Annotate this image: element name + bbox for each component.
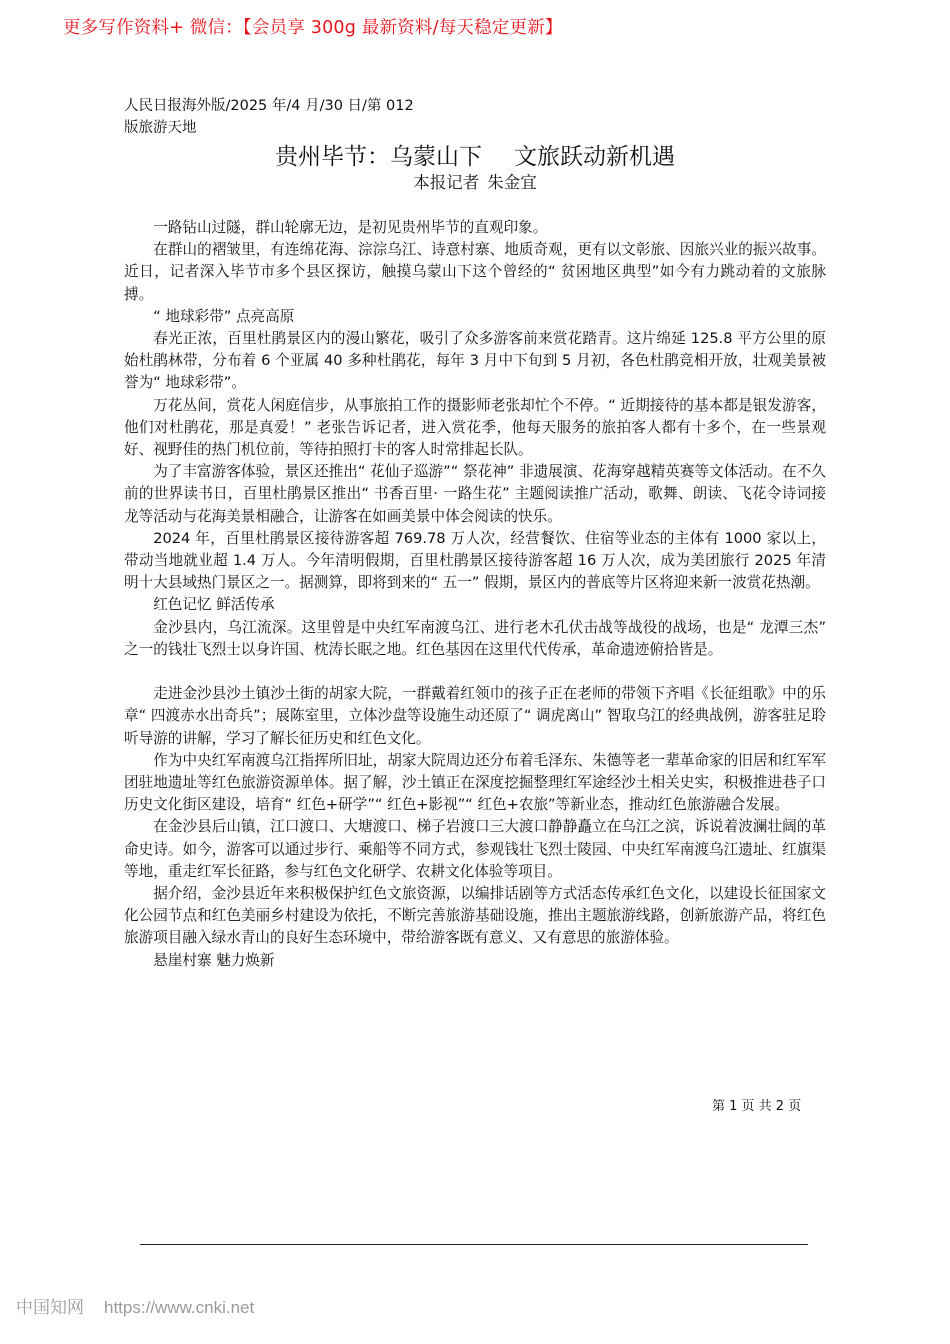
footer-divider [140, 1244, 808, 1245]
article-title-main: 贵州毕节：乌蒙山下 [275, 144, 482, 170]
watermark-brand: 中国知网 [16, 1298, 84, 1318]
paragraph: 万花丛间，赏花人闲庭信步，从事旅拍工作的摄影师老张却忙个不停。“ 近期接待的基本都是银发游客，他们对杜鹃花，那是真爱！” 老张告诉记者，进入赏花季，他每天服务的旅拍客人都有十多个，在一些景观好、视野佳的热门机位前，等待拍照打卡的客人时常排起长队。 [124, 396, 826, 459]
blank-line [124, 661, 826, 683]
article-title-sub: 文旅跃动新机遇 [514, 144, 675, 170]
paragraph: 春光正浓，百里杜鹃景区内的漫山繁花，吸引了众多游客前来赏花踏青。这片绵延 125.8 平方公里的原始杜鹃林带，分布着 6 个亚属 40 多种杜鹃花，每年 3 月中下旬到 5 月初，各色杜鹃竞相开放，壮观美景被誉为“ 地球彩带”。 [124, 330, 826, 392]
paragraph: 在群山的褶皱里，有连绵花海、淙淙乌江、诗意村寨、地质奇观，更有以文彰旅、因旅兴业的振兴故事。近日，记者深入毕节市多个县区探访，触摸乌蒙山下这个曾经的“ 贫困地区典型”如今有力跳动着的文旅脉搏。 [124, 241, 826, 303]
paragraph: 作为中央红军南渡乌江指挥所旧址，胡家大院周边还分布着毛泽东、朱德等老一辈革命家的旧居和红军军团驻地遗址等红色旅游资源单体。据了解，沙土镇正在深度挖掘整理红军途经沙土相关史实，积极推进巷子口历史文化街区建设，培育“ 红色+研学”“ 红色+影视”“ 红色+农旅”等新业态，推动红色旅游融合发展。 [124, 751, 826, 814]
paragraph: 2024 年，百里杜鹃景区接待游客超 769.78 万人次，经营餐饮、住宿等业态的主体有 1000 家以上，带动当地就业超 1.4 万人。今年清明假期，百里杜鹃景区接待游客超 16 万人次，成为美团旅行 2025 年清明十大县域热门景区之一。据测算，即将到来的“ 五一” 假期，景区内的普底等片区将迎来新一波赏花热潮。 [124, 529, 826, 592]
article-body [124, 217, 826, 972]
byline-author: 朱金宜 [487, 173, 537, 192]
section-heading: “ 地球彩带” 点亮高原 [153, 307, 295, 325]
paragraph: 金沙县内，乌江流深。这里曾是中央红军南渡乌江、进行老木孔伏击战等战役的战场，也是“ 龙潭三杰” 之一的钱壮飞烈士以身许国、枕涛长眠之地。红色基因在这里代代传承，革命遗迹俯拾皆是。 [124, 618, 826, 658]
paragraph: 一路钻山过隧，群山轮廓无边，是初见贵州毕节的直观印象。 [153, 219, 548, 236]
byline [0, 169, 950, 193]
section-heading: 红色记忆 鲜活传承 [153, 596, 275, 614]
watermark-url: https://www.cnki.net [104, 1298, 255, 1317]
page-indicator: 第 1 页 共 2 页 [712, 1099, 802, 1114]
paragraph: 据介绍，金沙县近年来积极保护红色文旅资源，以编排话剧等方式活态传承红色文化，以建设长征国家文化公园节点和红色美丽乡村建设为依托，不断完善旅游基础设施，推出主题旅游线路，创新旅游产品，将红色旅游项目融入绿水青山的良好生态环境中，带给游客既有意义、又有意思的旅游体验。 [124, 885, 826, 947]
section-heading: 悬崖村寨 魅力焕新 [153, 951, 275, 969]
article-title [0, 138, 950, 171]
paragraph: 在金沙县后山镇，江口渡口、大塘渡口、梯子岩渡口三大渡口静静矗立在乌江之滨，诉说着波澜壮阔的革命史诗。如今，游客可以通过步行、乘船等不同方式，参观钱壮飞烈士陵园、中央红军南渡乌江遗址、红旗渠等地，重走红军长征路，参与红色文化研学、农耕文化体验等项目。 [124, 818, 826, 880]
watermark [16, 1293, 254, 1318]
byline-role: 本报记者 [413, 173, 480, 192]
promo-banner: 更多写作资料+ 微信：【会员享 300g 最新资料/每天稳定更新】 [63, 18, 563, 38]
paragraph: 走进金沙县沙土镇沙土街的胡家大院，一群戴着红领巾的孩子正在老师的带领下齐唱《长征组歌》中的乐章“ 四渡赤水出奇兵”；展陈室里，立体沙盘等设施生动还原了“ 调虎离山” 智取乌江的经典战例，游客驻足聆听导游的讲解，学习了解长征历史和红色文化。 [124, 685, 826, 747]
paragraph: 为了丰富游客体验，景区还推出“ 花仙子巡游”“ 祭花神” 非遗展演、花海穿越精英赛等文体活动。在不久前的世界读书日，百里杜鹃景区推出“ 书香百里· 一路生花” 主题阅读推广活动，歌舞、朗读、飞花令诗词接龙等活动与花海美景相融合，让游客在如画美景中体会阅读的快乐。 [124, 463, 826, 525]
source-line: 人民日报海外版/2025 年/4 月/30 日/第 012 版旅游天地 [124, 98, 414, 136]
